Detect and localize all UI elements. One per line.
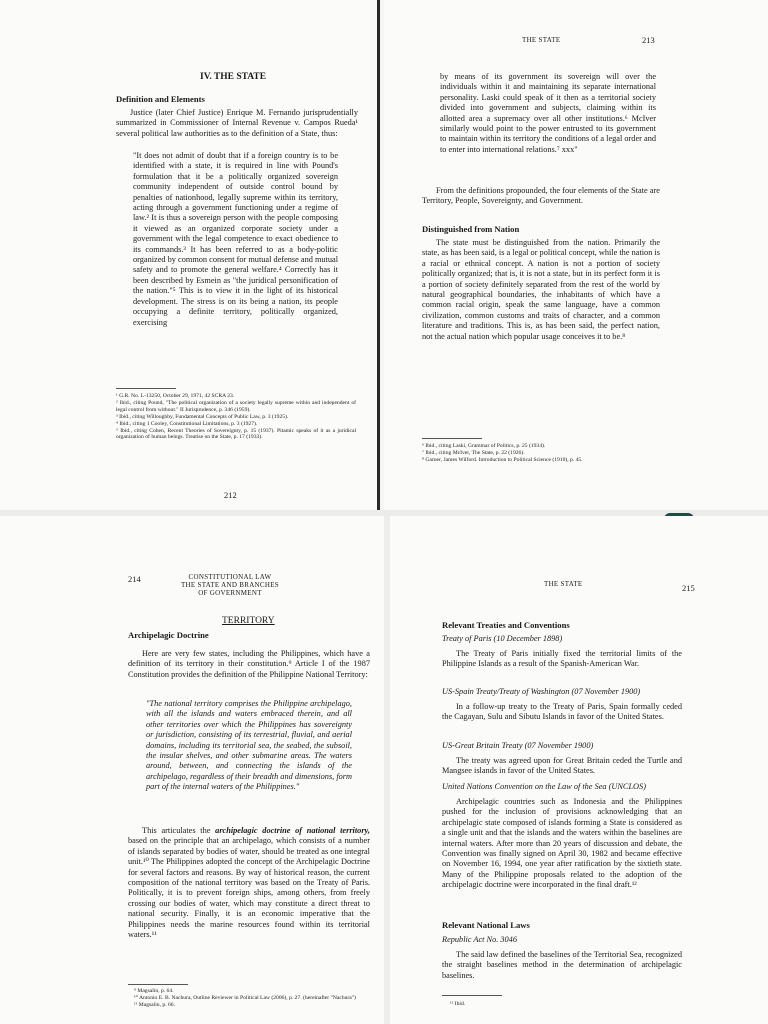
block-quote: "It does not admit of doubt that if a foreign country is to be identified with a state, it is required in line with Pound's formulation that it be a politically organized sovereign community independent of outside control bound by penalties of nationhood, legally supreme within its territory, acting through a government functioning under a regime of law.² It is thus a sovereign person with the people composing it viewed as an organized corporate society under a government with the legal competence to exact obedience to its commands.³ It has been referred to as a body-politic organized by common consent for mutual defense and mutual safety and to promote the general welfare.⁴ Correctly has it been described by Esmein as "the juridical personification of the nation."⁵ This is to view it in the light of its historical development. The stress is on its being a nation, its people occupying a definite territory, politically organized, exercising	[133, 151, 338, 327]
footnote: ³ Ibid., citing Willoughby, Fundamental Concepts of Public Law, p. 3 (1925).	[116, 413, 289, 420]
treaty-paragraph: The treaty was agreed upon for Great Britain ceded the Turtle and Mangsee islands in favor of the United States.	[442, 756, 682, 776]
treaty-paragraph: Archipelagic countries such as Indonesia and the Philippines pushed for the inclusion of provisions acknowledging that an archipelagic state composed of islands forming a State is considered as a single unit and that the islands and the waters within the baselines are internal waters. After more than 20 years of discussion and debate, the Convention was finally signed on April 30, 1982 and became effective on November 16, 1994, one year after ratification by the sixtieth state. Many of the Philippine proposals related to the adoption of the archipelagic doctrine were incorporated in the final draft.¹²	[442, 797, 682, 890]
section-title: IV. THE STATE	[200, 72, 267, 82]
treaty-title: Treaty of Paris (10 December 1898)	[442, 634, 563, 643]
nation-paragraph: The state must be distinguished from the nation. Primarily the state, as has been said, is a legal or political concept, while the nation is a racial or ethnical concept. A nation is not a portion of society politically organized; that is, it is not a state, but in its perfect form it is a portion of society definitely separated from the rest of the world by natural geographical boundaries, the inhabitants of which have a common racial origin, speak the same language, have a common civilization, common customs and traits of character, and a common literature and traditions. This is, as has been said, the perfect nation, not the actual nation which popular usage conceives it to be.⁸	[422, 238, 660, 341]
page-213	[384, 0, 768, 510]
quote-continuation: by means of its government its sovereign will over the individuals within it and maintaining its separate international personality. Laski could speak of it then as a territorial society divided into government and subjects, claiming within its allotted area a supremacy over all other institutions.⁶ McIver similarly would point to the power entrusted to its government to maintain within its territory the conditions of a legal order and to enter into international relations.⁷ xxx"	[440, 72, 656, 154]
footnote: ¹ G.R. No. L-13250, October 29, 1971, 42 SCRA 23.	[116, 393, 235, 399]
footnote-rule	[422, 438, 482, 439]
intro-paragraph: Justice (later Chief Justice) Enrique M. Fernando jurisprudentially summarized in Commissioner of Internal Revenue v. Campos Rueda¹ several political law authorities as to the definition of a State, thus:	[116, 108, 358, 138]
section-title: TERRITORY	[222, 616, 275, 626]
treaty-paragraph: The Treaty of Paris initially fixed the territorial limits of the Philippine Islands as a result of the Spanish-American War.	[442, 649, 682, 669]
section-heading: Relevant National Laws	[442, 920, 530, 930]
treaty-title: US-Great Britain Treaty (07 November 1900)	[442, 741, 594, 750]
footnote: ⁹ Magsalin, p. 64.	[134, 988, 174, 994]
footnote: ² Ibid., citing Pound, "The political organization of a society legally supreme within and independent of legal control from without." II Jurisprudence, p. 346 (1959).	[116, 399, 356, 413]
doctrine-paragraph	[128, 826, 370, 940]
treaty-paragraph: In a follow-up treaty to the Treaty of Paris, Spain formally ceded the Cagayan, Sulu and Sibutu Islands in favor of the United States.	[442, 702, 682, 722]
page-215	[390, 516, 768, 1024]
doctrine-term: archipelagic doctrine of national territory,	[215, 826, 370, 835]
footnote-rule	[116, 388, 176, 389]
page-number: 213	[642, 35, 655, 45]
book-binding	[377, 0, 380, 510]
footnote: ⁵ Ibid., citing Cohen, Recent Theories of Sovereignty, p. 15 (1937). Pitamic speaks of it as a juridical organization of human beings. Treatise on the State, p. 17 (1933).	[116, 427, 356, 441]
footnote: ⁷ Ibid., citing McIver, The State, p. 22 (1926).	[422, 449, 525, 456]
running-head-line: CONSTITUTIONAL LAW	[188, 573, 272, 581]
footnotes	[116, 393, 356, 441]
footnotes	[422, 443, 660, 464]
running-head: THE STATE	[522, 36, 561, 44]
elements-paragraph: From the definitions propounded, the four elements of the State are Territory, People, Sovereignty, and Government.	[422, 186, 660, 206]
section-heading: Distinguished from Nation	[422, 224, 520, 234]
page-214	[0, 516, 384, 1024]
treaty-title: United Nations Convention on the Law of the Sea (UNCLOS)	[442, 782, 646, 791]
footnote-rule	[442, 995, 502, 996]
law-title: Republic Act No. 3046	[442, 935, 517, 944]
section-heading: Relevant Treaties and Conventions	[442, 620, 570, 630]
footnote: ⁴ Ibid., citing 1 Cooley, Constitutional Limitations, p. 3 (1927).	[116, 420, 258, 427]
section-heading: Definition and Elements	[116, 94, 205, 104]
footnote: ¹⁰ Antonio E. B. Nachura, Outline Reviewer in Political Law (2006), p. 27. (hereinafter "Nachura")	[134, 994, 356, 1001]
page-212	[0, 0, 378, 510]
section-heading: Archipelagic Doctrine	[128, 630, 209, 640]
running-head-line: OF GOVERNMENT	[198, 589, 262, 597]
doctrine-lead: This articulates the	[142, 826, 216, 835]
footnote: ⁶ Ibid., citing Laski, Grammar of Politics, p. 25 (1934).	[422, 443, 546, 449]
law-paragraph: The said law defined the baselines of the Territorial Sea, recognized the straight baselines method in the determination of archipelagic baselines.	[442, 950, 682, 980]
footnote: ¹² Ibid.	[450, 1001, 466, 1007]
treaty-title: US-Spain Treaty/Treaty of Washington (07 November 1900)	[442, 687, 641, 696]
page-number: 214	[128, 574, 141, 584]
running-head	[170, 573, 290, 597]
page-number: 212	[224, 490, 237, 500]
footnote-rule	[128, 984, 188, 985]
footnote: ⁸ Garner, James Wilford. Introduction to Political Science (1910), p. 45.	[422, 456, 583, 463]
footnote: ¹¹ Magsalin, p. 66.	[134, 1001, 175, 1008]
page-number: 215	[682, 583, 695, 593]
intro-paragraph: Here are very few states, including the Philippines, which have a definition of its territory in their constitution.⁹ Article I of the 1987 Constitution provides the definition of the Philippine National Territory:	[128, 649, 370, 679]
doctrine-body: based on the principle that an archipelago, which consists of a number of islands separated by bodies of water, should be treated as one integral unit.¹⁰ The Philippines adopted the concept of the Archipelagic Doctrine for several factors and reasons. By way of historical reason, the current composition of the national territory was based on the Treaty of Paris. Politically, it is to prevent foreign ships, among others, from freely crossing our bodies of water, which may constitute a direct threat to national security. Finally, it is an economic imperative that the Philippines needs the marine resources found within its territorial waters.¹¹	[128, 836, 370, 940]
running-head-line: THE STATE AND BRANCHES	[180, 581, 280, 589]
running-head: THE STATE	[544, 580, 583, 588]
footnotes	[134, 988, 370, 1009]
constitution-quote: "The national territory comprises the Philippine archipelago, with all the islands and waters embraced therein, and all other territories over which the Philippines has sovereignty or jurisdiction, consisting of its terrestrial, fluvial, and aerial domains, including its territorial sea, the seabed, the subsoil, the insular shelves, and other submarine areas. The waters around, between, and connecting the islands of the archipelago, regardless of their breadth and dimensions, form part of the internal waters of the Philippines."	[146, 699, 352, 792]
